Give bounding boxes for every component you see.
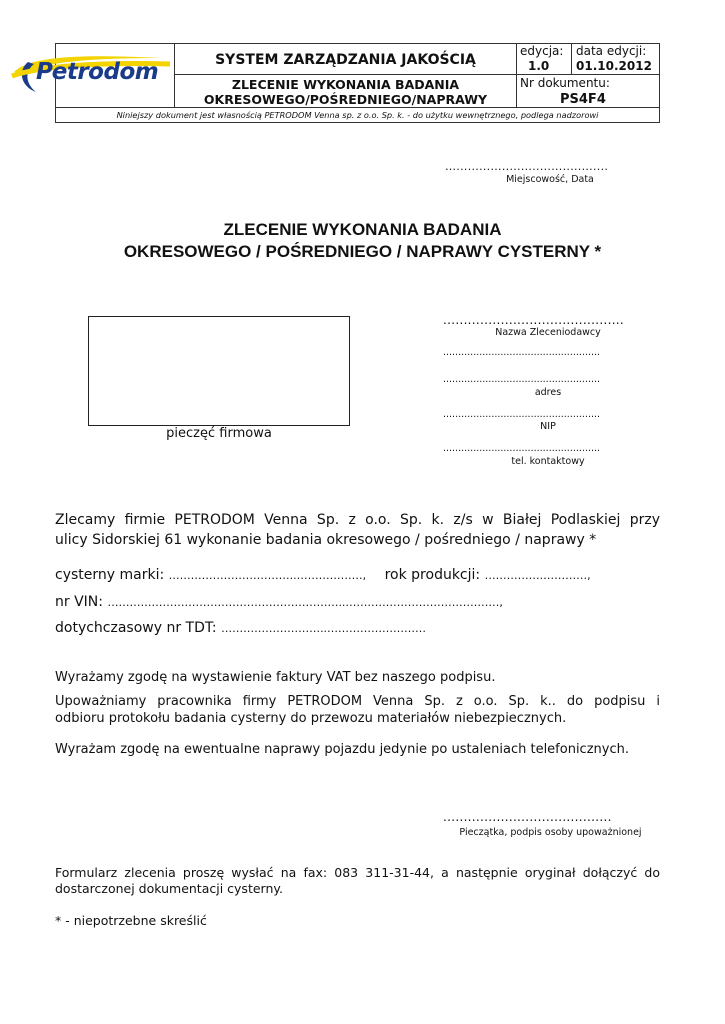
authorize-line2: odbioru protokołu badania cysterny do przewozu materiałów niebezpiecznych. (55, 711, 567, 726)
edition-date-label: data edycji: (576, 44, 647, 58)
client-name-caption: Nazwa Zleceniodawcy (495, 327, 601, 338)
doc-number-label: Nr dokumentu: (520, 76, 610, 90)
year-field[interactable]: …………….…………, (484, 569, 591, 582)
order-line2: ulicy Sidorskiej 61 wykonanie badania okresowego / pośredniego / naprawy * (55, 532, 597, 548)
client-name-field[interactable]: ............................................ (443, 313, 625, 327)
doc-number-value: PS4F4 (560, 92, 606, 107)
client-nip-caption: NIP (540, 421, 556, 432)
logo-text: Petrodom (36, 59, 159, 85)
fax-line2: dostarczonej dokumentacji cysterny. (55, 881, 283, 896)
brand-row (55, 565, 591, 586)
client-nip-field[interactable]: .................................................... (443, 409, 601, 420)
authorize-line1: Upoważniamy pracownika firmy PETRODOM Venna Sp. z o.o. Sp. k.. do podpisu i (55, 694, 660, 709)
brand-field[interactable]: ……………………………..………………, (168, 569, 367, 582)
page-title-line1: ZLECENIE WYKONANIA BADANIA (223, 220, 502, 239)
repairs-consent: Wyrażam zgodę na ewentualne naprawy pojazdu jedynie po ustaleniach telefonicznych. (55, 742, 629, 757)
client-address-field[interactable]: .................................................... (443, 374, 601, 385)
doc-title-line2: OKRESOWEGO/POŚREDNIEGO/NAPRAWY (203, 92, 488, 107)
tdt-row (55, 618, 426, 639)
company-logo (10, 52, 175, 96)
tdt-field[interactable]: ………………………..……………………… (221, 622, 427, 635)
edition-label: edycja: (520, 44, 564, 58)
company-stamp-box[interactable] (88, 316, 350, 426)
order-line1: Zlecamy firmie PETRODOM Venna Sp. z o.o. Sp. k. z/s w Białej Podlaskiej przy (55, 512, 660, 528)
doc-title-line1: ZLECENIE WYKONANIA BADANIA (231, 77, 460, 92)
place-date-caption: Miejscowość, Data (506, 174, 594, 185)
ownership-notice: Niniejszy dokument jest własnością PETRODOM Venna sp. z o.o. Sp. k. - do użytku wewnętrznego, podlega nadzorowi (116, 110, 599, 120)
edition-date-value: 01.10.2012 (576, 59, 652, 73)
brand-label: cysterny marki: (55, 567, 165, 583)
footnote: * - niepotrzebne skreślić (55, 913, 207, 928)
signature-caption: Pieczątka, podpis osoby upoważnionej (459, 827, 642, 838)
client-phone-caption: tel. kontaktowy (511, 456, 585, 467)
vin-row (55, 592, 503, 613)
vin-field[interactable]: ………………………………………………………..……………………………………, (107, 596, 503, 609)
system-title: SYSTEM ZARZĄDZANIA JAKOŚCIĄ (215, 52, 476, 68)
fax-line1: Formularz zlecenia proszę wysłać na fax: 083 311-31-44, a następnie oryginał dołączyć do (55, 865, 660, 880)
signature-field[interactable]: ......................................... (443, 810, 612, 824)
client-line2-field[interactable]: .................................................... (443, 347, 601, 358)
edition-value: 1.0 (528, 59, 550, 73)
stamp-caption: pieczęć firmowa (166, 426, 272, 441)
client-address-caption: adres (534, 387, 562, 398)
place-date-dots[interactable]: …........................................ (445, 160, 609, 173)
client-phone-field[interactable]: .................................................... (443, 443, 601, 454)
page-title-line2: OKRESOWEGO / POŚREDNIEGO / NAPRAWY CYSTERNY * (123, 242, 602, 261)
vin-label: nr VIN: (55, 594, 103, 610)
tdt-label: dotychczasowy nr TDT: (55, 620, 217, 636)
year-label: rok produkcji: (384, 567, 481, 583)
invoice-consent: Wyrażamy zgodę na wystawienie faktury VAT bez naszego podpisu. (55, 670, 496, 685)
